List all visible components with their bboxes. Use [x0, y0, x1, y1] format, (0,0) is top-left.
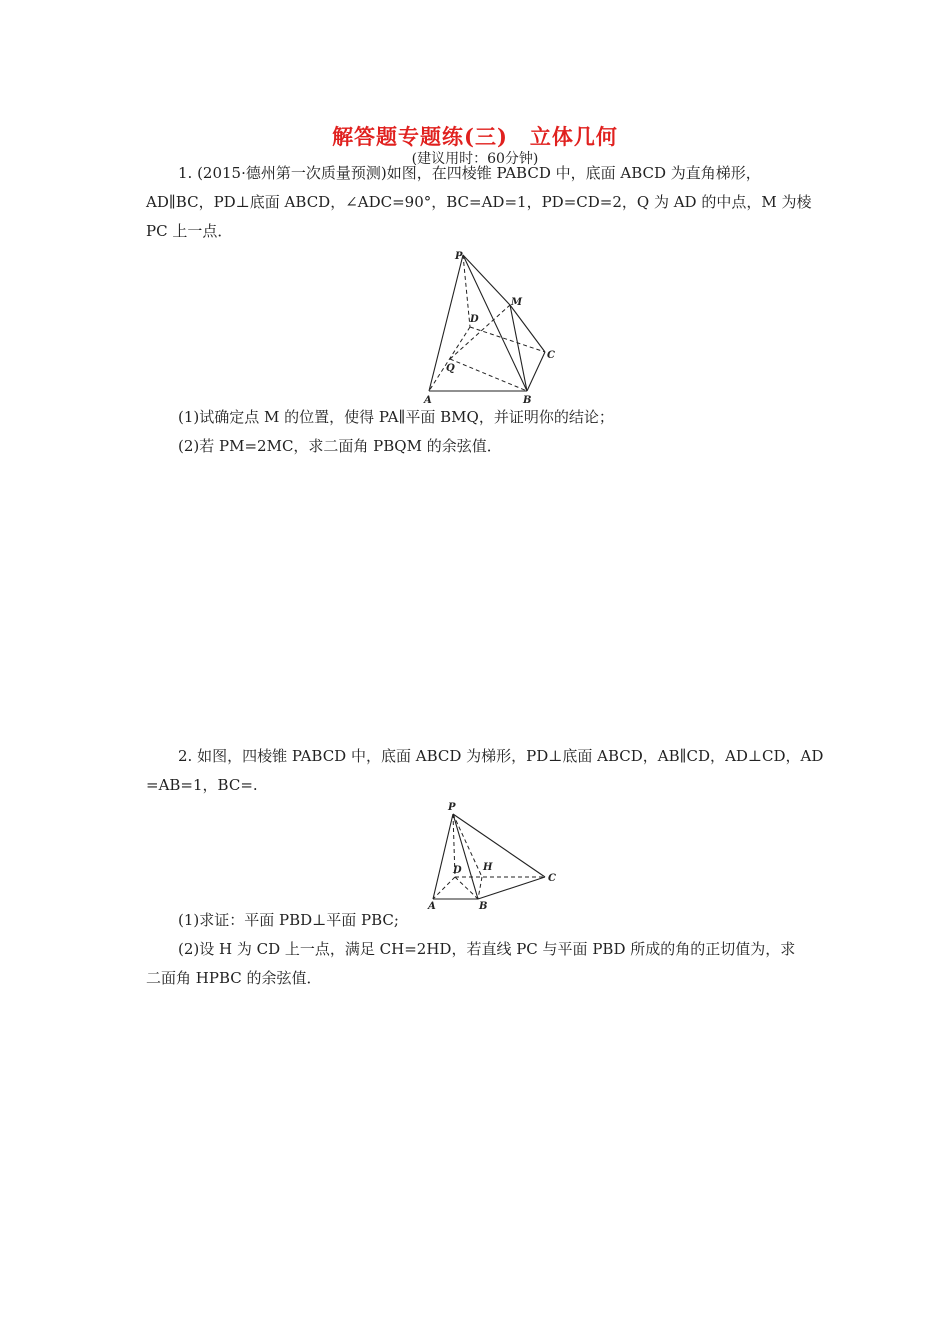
problem1-question-1: (1)试确定点 M 的位置，使得 PA∥平面 BMQ，并证明你的结论；	[178, 408, 614, 426]
figure1-label-d: D	[470, 314, 479, 325]
figure1-label-q: Q	[446, 363, 455, 374]
problem2-question-1: (1)求证：平面 PBD⊥平面 PBC;	[178, 911, 399, 929]
figure1-label-p: P	[455, 251, 463, 262]
problem2-figure	[420, 798, 570, 913]
problem2-line-2: =AB=1，BC=.	[146, 776, 258, 794]
figure2-label-h: H	[483, 862, 493, 873]
problem1-figure	[415, 245, 565, 410]
page-title: 解答题专题练(三) 立体几何	[332, 124, 618, 149]
problem1-question-2: (2)若 PM=2MC，求二面角 PBQM 的余弦值．	[178, 437, 502, 455]
figure1-label-c: C	[547, 350, 555, 361]
figure2-label-d: D	[453, 865, 462, 876]
problem1-line-3: PC 上一点．	[146, 222, 233, 240]
page-subtitle: (建议用时：60分钟)	[411, 151, 539, 167]
problem1-line-1: 1. (2015·德州第一次质量预测)如图，在四棱锥 PABCD 中，底面 ABCD 为直角梯形，	[178, 164, 761, 182]
problem2-question-2-line-1: (2)设 H 为 CD 上一点，满足 CH=2HD，若直线 PC 与平面 PBD 所成的角的正切值为，求	[178, 940, 796, 958]
figure2-label-a: A	[428, 901, 436, 912]
figure2-label-p: P	[448, 802, 456, 813]
figure1-label-m: M	[511, 297, 523, 308]
problem1-line-2: AD∥BC，PD⊥底面 ABCD，∠ADC=90°，BC=AD=1，PD=CD=2，Q 为 AD 的中点，M 为棱	[146, 193, 812, 211]
figure2-label-c: C	[548, 873, 556, 884]
problem2-question-2-line-2: 二面角 HPBC 的余弦值．	[146, 969, 322, 987]
figure2-label-b: B	[479, 901, 488, 912]
problem2-line-1: 2. 如图，四棱锥 PABCD 中，底面 ABCD 为梯形，PD⊥底面 ABCD，AB∥CD，AD⊥CD，AD	[178, 747, 824, 765]
figure1-label-b: B	[523, 395, 532, 406]
figure1-label-a: A	[424, 395, 432, 406]
